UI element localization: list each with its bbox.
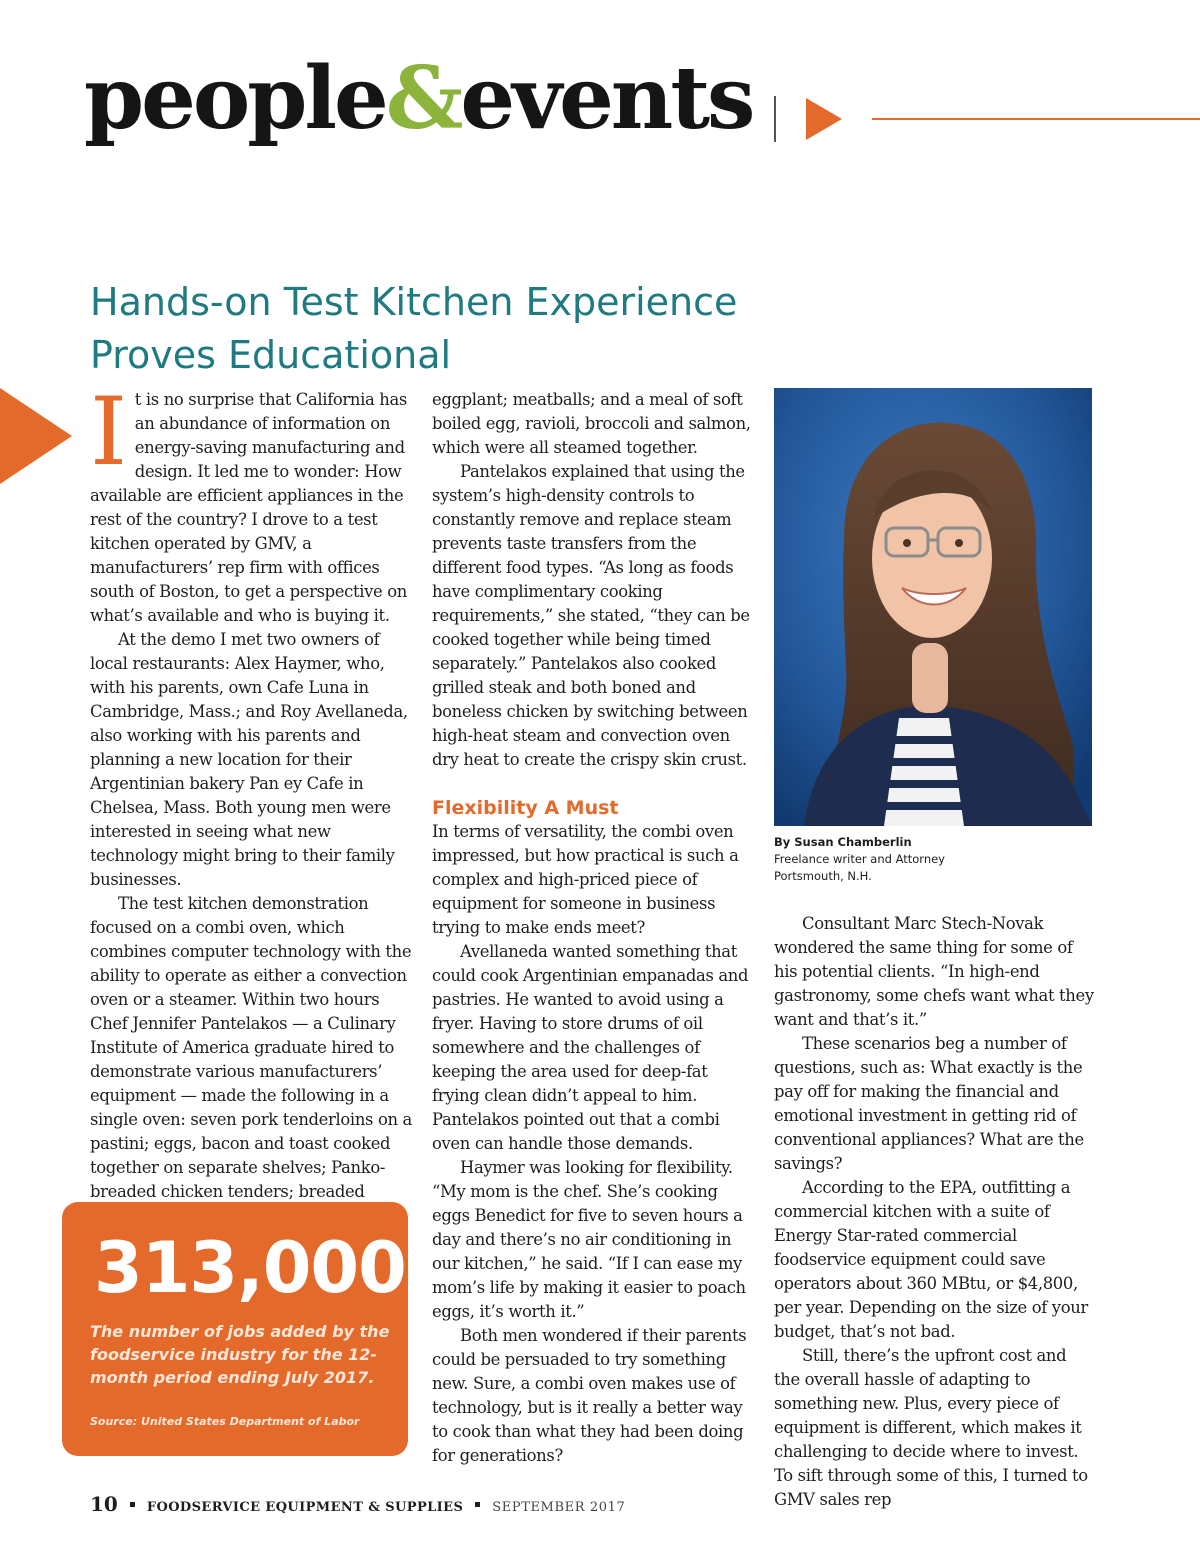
footer-separator <box>475 1502 480 1507</box>
section-title <box>84 48 753 149</box>
header-divider <box>774 96 776 142</box>
paragraph: Pantelakos explained that using the system’s high-density controls to constantly remove and replace steam prevents taste transfers from the different food types. “As long as foods have complimentary cooking requirements,” she stated, “they can be cooked together while being timed separately.” Pantelakos also cooked grilled steak and both boned and boneless chicken by switching between high-heat steam and convection oven dry heat to create the crispy skin crust. <box>432 462 750 769</box>
header-rule <box>872 118 1200 120</box>
paragraph: eggplant; meatballs; and a meal of soft boiled egg, ravioli, broccoli and salmon, which were all steamed together. <box>432 390 751 457</box>
page-footer <box>90 1492 625 1516</box>
paragraph: Consultant Marc Stech-Novak wondered the same thing for some of his potential clients. “In high-end gastronomy, some chefs want what they want and that’s it.” <box>774 914 1094 1029</box>
paragraph: Both men wondered if their parents could be persuaded to try something new. Sure, a combi oven makes use of technology, but is it really a better way to cook than what they had been doing for generations? <box>432 1326 747 1465</box>
article-subhead: Flexibility A Must <box>432 797 619 819</box>
drop-cap: I <box>90 378 127 487</box>
header-arrow-icon <box>806 98 842 140</box>
paragraph: The test kitchen demonstration focused on a combi oven, which combines computer technology with the ability to operate as either a convection oven or a steamer. Within two hours Chef Jennifer Pantelakos — a Culinary Institute of America graduate hired to demonstrate various manufacturers’ equipment — made the following in a single oven: seven pork tenderloins on a pastini; eggs, bacon and toast cooked together on separate shelves; Panko-breaded chicken tenders; breaded <box>90 894 412 1201</box>
section-title-ampersand: & <box>385 48 461 149</box>
author-photo <box>774 388 1092 826</box>
footer-separator <box>130 1502 135 1507</box>
paragraph-text: t is no surprise that California has an abundance of information on energy-saving manufacturing and design. It led me to wonder: How available are efficient appliances in the rest of the country? I drove to a test kitchen operated by GMV, a manufacturers’ rep firm with offices south of Boston, to get a perspective on what’s available and who is buying it. <box>90 390 407 625</box>
author-portrait-image <box>774 388 1092 826</box>
stat-source: Source: United States Department of Labor <box>90 1415 360 1428</box>
article-column-1 <box>90 378 412 1204</box>
author-byline <box>774 834 1094 885</box>
section-title-people: people <box>84 48 386 149</box>
stat-number: 313,000 <box>94 1227 406 1309</box>
author-title: Freelance writer and Attorney <box>774 852 945 866</box>
paragraph: These scenarios beg a number of questions, such as: What exactly is the pay off for making the financial and emotional investment in getting rid of conventional appliances? What are the savings? <box>774 1034 1084 1173</box>
article-headline: Hands-on Test Kitchen Experience Proves Educational <box>90 280 738 377</box>
paragraph: In terms of versatility, the combi oven impressed, but how practical is such a complex and high-priced piece of equipment for someone in business trying to make ends meet? <box>432 822 739 937</box>
author-name: By Susan Chamberlin <box>774 835 912 849</box>
paragraph: Still, there’s the upfront cost and the overall hassle of adapting to something new. Plus, every piece of equipment is different, which makes it challenging to decide where to invest. To sift through some of this, I turned to GMV sales rep <box>774 1346 1088 1509</box>
article-column-3 <box>774 912 1096 1512</box>
publication-name: FOODSERVICE EQUIPMENT & SUPPLIES <box>146 1500 464 1515</box>
paragraph: At the demo I met two owners of local restaurants: Alex Haymer, who, with his parents, own Cafe Luna in Cambridge, Mass.; and Roy Avellaneda, also working with his parents and planning a new location for their Argentinian bakery Pan ey Cafe in Chelsea, Mass. Both young men were interested in seeing what new technology might bring to their family businesses. <box>90 630 408 889</box>
article-column-2 <box>432 388 754 1468</box>
paragraph <box>90 378 412 628</box>
paragraph: Avellaneda wanted something that could cook Argentinian empanadas and pastries. He wanted to avoid using a fryer. Having to store drums of oil somewhere and the challenges of keeping the area used for deep-fat frying clean didn’t appeal to him. Pantelakos pointed out that a combi oven can handle those demands. <box>432 942 749 1153</box>
paragraph: Haymer was looking for flexibility. “My mom is the chef. She’s cooking eggs Benedict for five to seven hours a day and there’s no air conditioning in our kitchen,” he said. “If I can ease my mom’s life by making it easier to poach eggs, it’s worth it.” <box>432 1158 746 1321</box>
section-title-events: events <box>460 48 753 149</box>
author-location: Portsmouth, N.H. <box>774 869 872 883</box>
page-number: 10 <box>90 1492 118 1516</box>
issue-date: SEPTEMBER 2017 <box>492 1500 626 1515</box>
paragraph: According to the EPA, outfitting a commercial kitchen with a suite of Energy Star-rated commercial foodservice equipment could save operators about 360 MBtu, or $4,800, per year. Depending on the size of your budget, that’s not bad. <box>774 1178 1088 1341</box>
stat-description: The number of jobs added by the foodservice industry for the 12-month period ending July 2017. <box>90 1322 390 1387</box>
margin-arrow-icon <box>0 388 72 484</box>
